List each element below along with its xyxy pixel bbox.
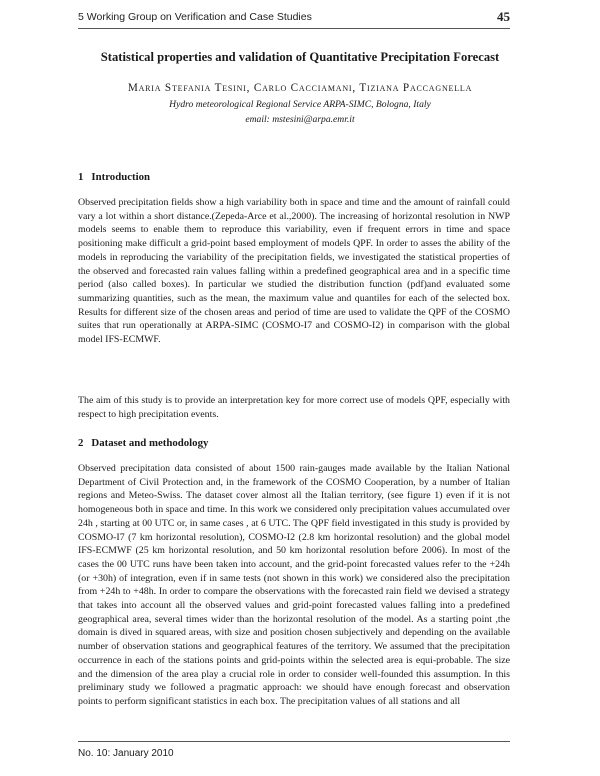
intro-paragraph-1: Observed precipitation fields show a high variability both in space and time and the amount of rainfall could vary a lot within a short distance.(Zepeda-Arce et al.,2000). The increasing of horizontal resolution in NWP models seems to enable them to reproduce this variability, even if frequent errors in time and space positioning make difficult a grid-point based employment of models QPF. In order to asses the ability of the models in reproducing the variability of the precipitation fields, we investigated the statistical properties of the observed and forecasted rain values falling within a predefined geographical area and in a specific time period (also called boxes). In particular we studied the distribution function (pdf)and evaluated some summarizing quantities, such as the mean, the maximum value and quantiles for each of the selected box. Results for different size of the chosen areas and period of time are used to validate the QPF of the COSMO suites that run operationally at ARPA-SIMC (COSMO-I7 and COSMO-I2) in comparison with the global model IFS-ECMWF.: [78, 197, 510, 346]
page-number: 45: [497, 9, 510, 24]
running-title: 5 Working Group on Verification and Case Studies: [78, 11, 312, 23]
paper-authors: Maria Stefania Tesini, Carlo Cacciamani, Tiziana Paccagnella: [127, 82, 473, 94]
paper-title: Statistical properties and validation of Quantitative Precipitation Forecast: [100, 50, 500, 64]
section-title: Introduction: [91, 171, 151, 183]
paper-email: email: mstesini@arpa.emr.it: [245, 114, 355, 125]
intro-paragraph-2: The aim of this study is to provide an interpretation key for more correct use of models QPF, especially with respect to high precipitation events.: [78, 395, 510, 420]
dataset-paragraph-1: Observed precipitation data consisted of about 1500 rain-gauges made available by the Italian National Department of Civil Protection and, in the framework of the COSMO Cooperation, by a number of Italian regions and Meteo-Swiss. The dataset cover almost all the Italian territory, (see figure 1) even if it is not homogeneous both in space and time. In this work we considered only precipitation values accumulated over 24h , starting at 00 UTC or, in same cases , at 6 UTC. The QPF field investigated in this study is provided by COSMO-I7 (7 km horizontal resolution), COSMO-I2 (2.8 km horizontal resolution) and the global model IFS-ECMWF (25 km horizontal resolution, and 50 km horizontal resolution before 2006). In most of the cases the 00 UTC runs have been taken into account, and the grid-point forecasted values refer to the +24h (or +30h) of integration, even if in same tests (not shown in this work) we considered also the precipitation from +24h to +48h. In order to compare the observations with the forecasted rain field we devised a strategy that takes into account all the observed values and grid-point forecasted values falling into a predefined geographical area, several times wider than the horizontal resolution of the model. As a starting point ,the domain is dived in squared areas, with size and position chosen subjectively and depending on the available number of observation stations and geographical features of the territory. We assumed that the precipitation occurrence in each of the stations points and grid-points within the selected area is equi-probable. The size and the dimension of the area play a crucial role in order to consider well-founded this assumption. In this preliminary study we followed a pragmatic approach: we should have enough forecast and observation points to perform significant statistics in each box. The precipitation values of all stations and all: [78, 463, 510, 707]
section-number: 2: [78, 437, 84, 449]
section-heading-dataset: [78, 437, 208, 449]
paper-affiliation: Hydro meteorological Regional Service ARPA-SIMC, Bologna, Italy: [169, 99, 431, 110]
section-title: Dataset and methodology: [91, 437, 209, 449]
running-header: [78, 8, 510, 29]
section-number: 1: [78, 171, 84, 183]
page-footer: [78, 741, 510, 759]
footer-issue: No. 10: January 2010: [78, 748, 174, 759]
section-heading-introduction: [78, 171, 150, 183]
